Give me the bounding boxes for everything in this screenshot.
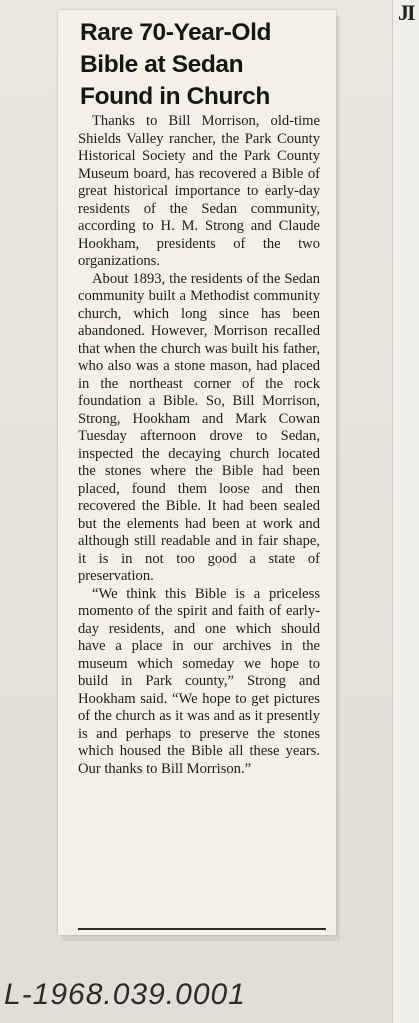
adjacent-page-text: JI	[398, 0, 414, 25]
adjacent-page-strip	[392, 0, 419, 1023]
end-rule	[78, 928, 326, 930]
article-body	[78, 113, 320, 778]
headline-line: Found in Church	[80, 83, 270, 110]
article-paragraph: “We think this Bible is a priceless momento of the spirit and faith of early-day residents, and one which should have a place in our archives in the museum which someday we hope to build in Park county,” Strong and Hookham said. “We hope to get pictures of the church as it was and as it presently is and perhaps to preserve the stones which housed the Bible all these years. Our thanks to Bill Morrison.”	[78, 585, 320, 777]
catalog-number: L-1968.039.0001	[4, 978, 246, 1011]
article-paragraph: About 1893, the residents of the Sedan community built a Methodist community church, which long since has been abandoned. However, Morrison recalled that when the church was built his father, who also was a stone mason, had placed in the northeast corner of the rock foundation a Bible. So, Bill Morrison, Strong, Hookham and Mark Cowan Tuesday afternoon drove to Sedan, inspected the decaying church located the stones where the Bible had been placed, found them loose and then recovered the Bible. It had been sealed but the elements had been at work and although still readable and in fair shape, it is in not too good a state of preservation.	[78, 270, 320, 584]
headline-line: Rare 70-Year-Old	[80, 19, 272, 46]
article-paragraph: Thanks to Bill Morrison, old-time Shields Valley rancher, the Park County Historical Society and the Park County Museum board, has recovered a Bible of great historical importance to early-day residents of the Sedan community, according to H. M. Strong and Claude Hookham, presidents of the two organizations.	[78, 113, 320, 269]
headline-line: Bible at Sedan	[80, 51, 244, 78]
headline	[80, 17, 330, 113]
